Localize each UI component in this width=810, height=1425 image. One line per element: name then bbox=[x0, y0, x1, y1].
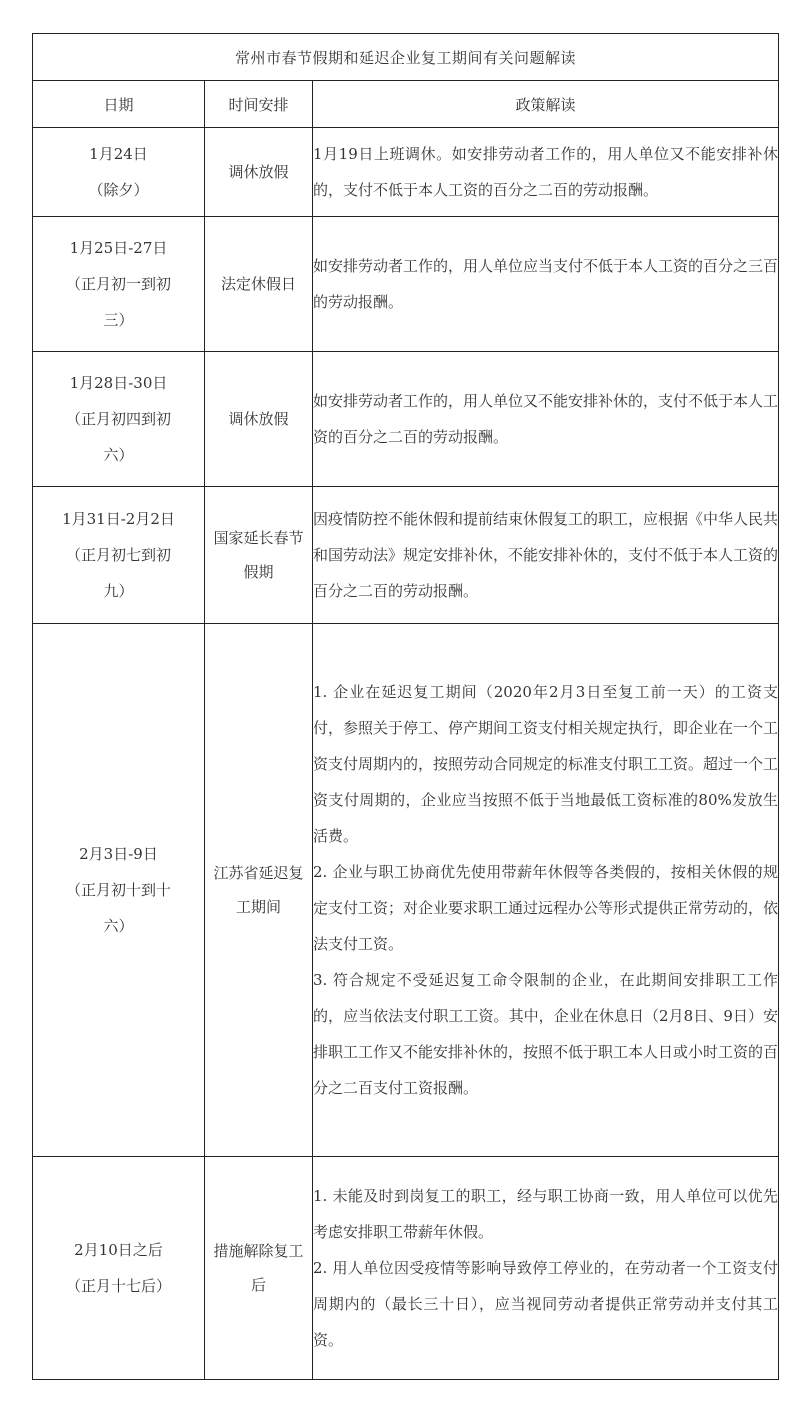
date-cell bbox=[33, 352, 205, 487]
table-row bbox=[33, 352, 779, 487]
date-line: 1月25日-27日 bbox=[69, 239, 168, 257]
arrangement-cell bbox=[205, 128, 313, 217]
arrangement-line: 江苏省延迟复 bbox=[213, 864, 304, 882]
header-arrangement: 时间安排 bbox=[205, 81, 313, 128]
table-row bbox=[33, 217, 779, 352]
policy-paragraph: 1月19日上班调休。如安排劳动者工作的，用人单位又不能安排补休的，支付不低于本人工资的百分之二百的劳动报酬。 bbox=[313, 145, 779, 199]
table-row bbox=[33, 624, 779, 1157]
date-line: 九） bbox=[103, 582, 134, 600]
date-line: （正月初四到初 bbox=[65, 410, 171, 428]
policy-paragraph: 3. 符合规定不受延迟复工命令限制的企业，在此期间安排职工工作的，应当依法支付职工工资。其中，企业在休息日（2月8日、9日）安排职工工作又不能安排补休的，按照不低于职工本人日或小时工资的百分之二百支付工资报酬。 bbox=[313, 971, 779, 1097]
date-line: 1月31日-2月2日 bbox=[62, 510, 175, 528]
table-row bbox=[33, 1157, 779, 1380]
date-line: 2月10日之后 bbox=[74, 1241, 163, 1259]
date-cell bbox=[33, 624, 205, 1157]
policy-paragraph: 因疫情防控不能休假和提前结束休假复工的职工，应根据《中华人民共和国劳动法》规定安排补休，不能安排补休的，支付不低于本人工资的百分之二百的劳动报酬。 bbox=[313, 510, 779, 600]
arrangement-line: 措施解除复工 bbox=[213, 1242, 304, 1260]
policy-cell bbox=[313, 487, 779, 624]
policy-cell bbox=[313, 217, 779, 352]
arrangement-line: 调休放假 bbox=[228, 410, 289, 428]
date-cell bbox=[33, 1157, 205, 1380]
policy-paragraph: 2. 用人单位因受疫情等影响导致停工停业的，在劳动者一个工资支付周期内的（最长三十日），应当视同劳动者提供正常劳动并支付其工资。 bbox=[313, 1259, 779, 1349]
policy-cell bbox=[313, 352, 779, 487]
table-row bbox=[33, 128, 779, 217]
date-line: （正月初七到初 bbox=[65, 546, 171, 564]
date-line: 六） bbox=[103, 446, 134, 464]
arrangement-line: 调休放假 bbox=[228, 163, 289, 181]
date-line: （正月初一到初 bbox=[65, 275, 171, 293]
date-line: 三） bbox=[103, 311, 134, 329]
date-line: 2月3日-9日 bbox=[79, 845, 158, 863]
policy-paragraph: 1. 企业在延迟复工期间（2020年2月3日至复工前一天）的工资支付，参照关于停工、停产期间工资支付相关规定执行，即企业在一个工资支付周期内的，按照劳动合同规定的标准支付职工工资。超过一个工资支付周期的，企业应当按照不低于当地最低工资标准的80%发放生活费。 bbox=[313, 683, 779, 845]
table-title: 常州市春节假期和延迟企业复工期间有关问题解读 bbox=[33, 34, 779, 81]
date-line: （除夕） bbox=[88, 181, 149, 199]
header-policy: 政策解读 bbox=[313, 81, 779, 128]
arrangement-cell bbox=[205, 352, 313, 487]
arrangement-line: 法定休假日 bbox=[220, 275, 296, 293]
policy-table bbox=[32, 33, 779, 1380]
arrangement-cell bbox=[205, 624, 313, 1157]
policy-cell bbox=[313, 128, 779, 217]
header-date: 日期 bbox=[33, 81, 205, 128]
date-cell bbox=[33, 487, 205, 624]
date-line: （正月初十到十 bbox=[65, 881, 171, 899]
date-line: （正月十七后） bbox=[65, 1277, 171, 1295]
table-row bbox=[33, 487, 779, 624]
policy-paragraph: 如安排劳动者工作的，用人单位又不能安排补休的，支付不低于本人工资的百分之二百的劳动报酬。 bbox=[313, 392, 779, 446]
policy-paragraph: 如安排劳动者工作的，用人单位应当支付不低于本人工资的百分之三百的劳动报酬。 bbox=[313, 257, 779, 311]
title-row bbox=[33, 34, 779, 81]
date-line: 1月28日-30日 bbox=[69, 374, 168, 392]
header-row bbox=[33, 81, 779, 128]
arrangement-line: 后 bbox=[250, 1276, 266, 1294]
arrangement-cell bbox=[205, 1157, 313, 1380]
policy-cell bbox=[313, 1157, 779, 1380]
arrangement-line: 国家延长春节 bbox=[213, 529, 304, 547]
arrangement-cell bbox=[205, 487, 313, 624]
arrangement-line: 假期 bbox=[243, 563, 274, 581]
policy-paragraph: 2. 企业与职工协商优先使用带薪年休假等各类假的，按相关休假的规定支付工资；对企业要求职工通过远程办公等形式提供正常劳动的，依法支付工资。 bbox=[313, 863, 779, 953]
date-cell bbox=[33, 217, 205, 352]
policy-paragraph: 1. 未能及时到岗复工的职工，经与职工协商一致，用人单位可以优先考虑安排职工带薪年休假。 bbox=[313, 1187, 779, 1241]
arrangement-cell bbox=[205, 217, 313, 352]
date-line: 1月24日 bbox=[89, 145, 148, 163]
date-line: 六） bbox=[103, 917, 134, 935]
date-cell bbox=[33, 128, 205, 217]
arrangement-line: 工期间 bbox=[235, 898, 281, 916]
policy-cell bbox=[313, 624, 779, 1157]
